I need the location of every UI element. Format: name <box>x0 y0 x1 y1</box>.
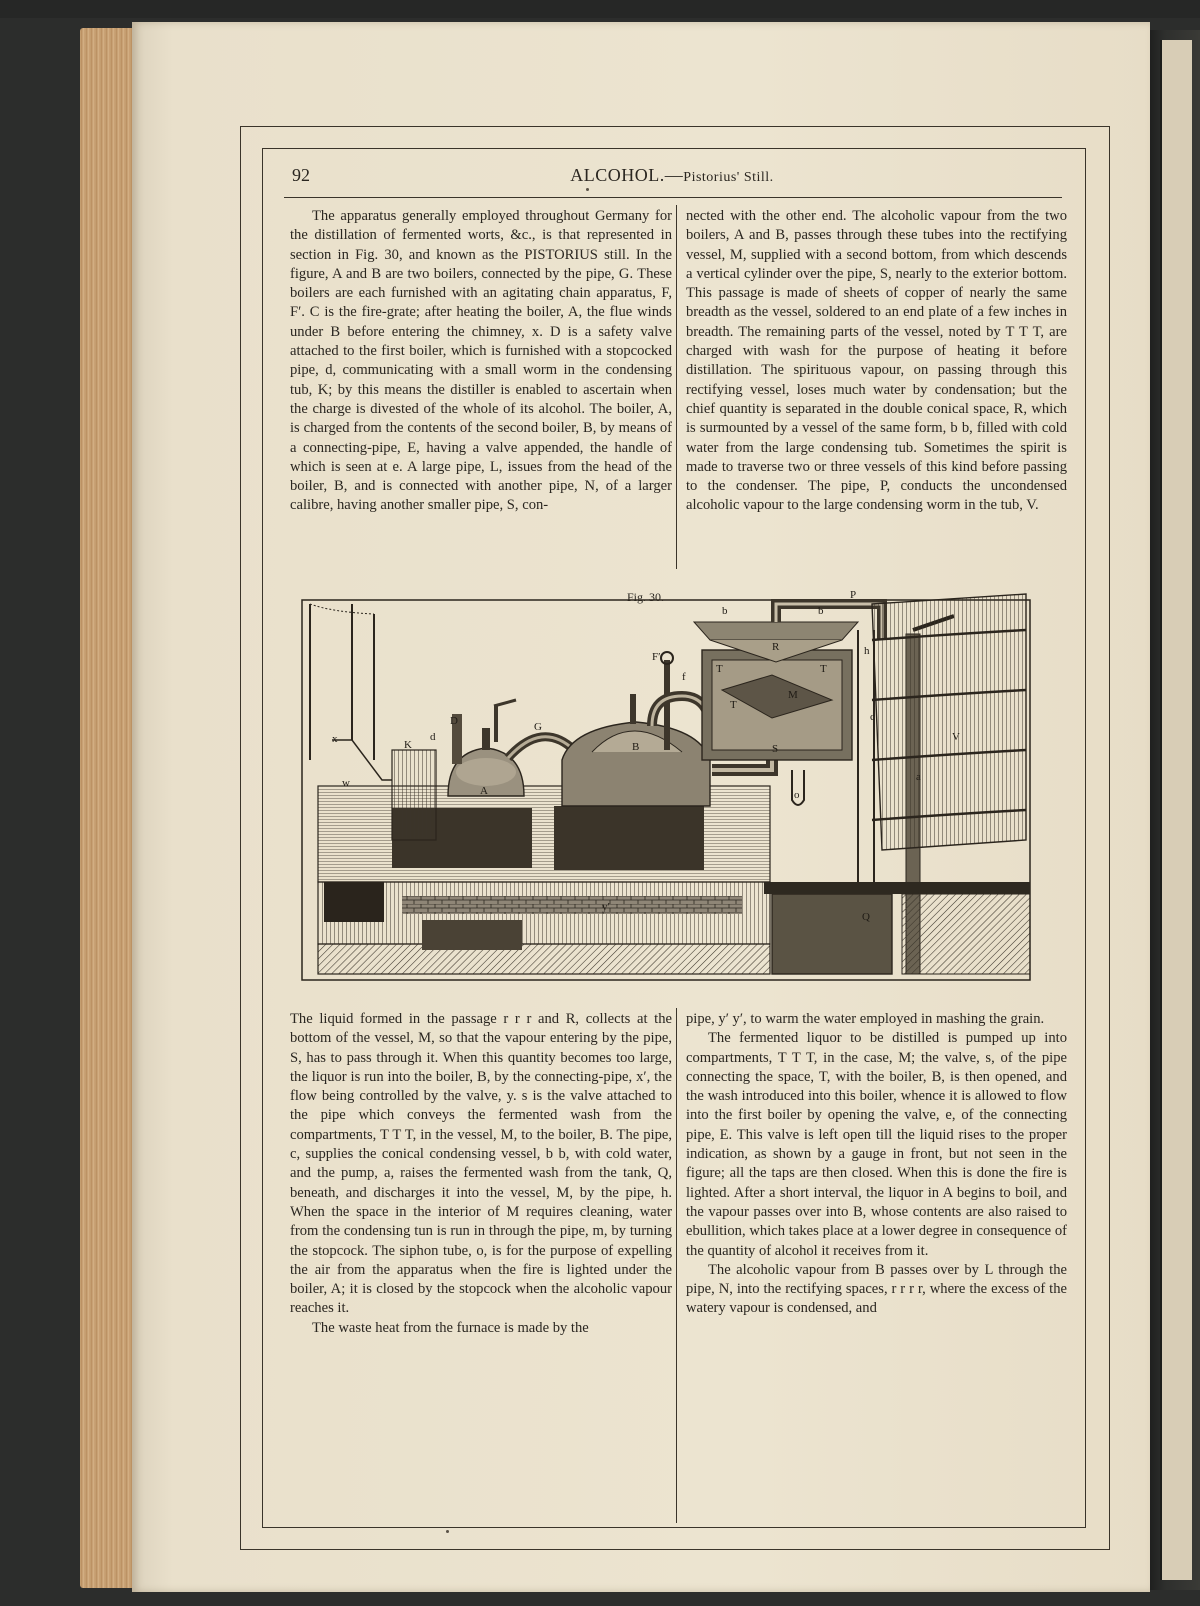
column-rule-bottom <box>676 1008 677 1523</box>
paragraph: nected with the other end. The alcoholic vapour from the two boilers, A and B, passes through these tubes into the rectifying vessel, M, supplied with a second bottom, from which descends a vertical cylinder over the pipe, S, nearly to the exterior bottom. This passage is made of sheets of copper of nearly the same breadth as the vessel, soldered to an end plate of a few inches in breadth. The remaining parts of the vessel, noted by T T T, are charged with wash for the purpose of heating it before distillation. The spirituous vapour, on passing through this rectifying vessel, loses much water by condensation; but the chief quantity is separated in the double conical space, R, which is surmounted by a vessel of the same form, b b, filled with cold water from the large condensing tub. Sometimes the spirit is made to traverse two or three vessels of this kind before passing to the condenser. The pipe, P, conducts the uncondensed alcoholic vapour to the large condensing worm in the tub, V. <box>686 208 1067 514</box>
column-bottom-right <box>686 1010 1067 1319</box>
label-T2: T <box>820 663 827 675</box>
label-P: P <box>850 589 857 601</box>
label-b1: b <box>722 605 728 617</box>
label-K: K <box>404 739 412 751</box>
title-sub: Pistorius' Still. <box>683 170 774 185</box>
page-title <box>286 165 1058 186</box>
label-B: B <box>632 741 640 753</box>
label-D: D <box>450 715 458 727</box>
label-G: G <box>534 721 542 733</box>
paragraph: The fermented liquor to be distilled is pumped up into compartments, T T T, in the case, M; the valve, s, of the pipe connecting the space, T, with the boiler, B, is then opened, and the wash introduced into this boiler, whence it is allowed to flow into the first boiler by opening the valve, e, of the connecting pipe, E. This valve is left open till the liquid rises to the proper indication, as shown by a gauge in front, but not seen in the figure; all the taps are then closed. When this is done the fire is lighted. After a short interval, the liquor in A begins to boil, and the vapour passes over into B, whose contents are also raised to ebullition, which takes place at a lower degree in consequence of the quantity of alcohol it receives from it. <box>686 1030 1067 1259</box>
facing-page-edge <box>1160 40 1192 1580</box>
label-h: h <box>864 645 870 657</box>
title-main: ALCOHOL.— <box>570 165 684 185</box>
label-b2: b <box>818 605 824 617</box>
column-top-left <box>290 207 672 516</box>
label-S: S <box>772 743 779 755</box>
label-M: M <box>788 689 798 701</box>
paragraph: The apparatus generally employed throughout Germany for the distillation of fermented worts, &c., is that represented in section in Fig. 30, and known as the PISTORIUS still. In the figure, A and B are two boilers, connected by the pipe, G. These boilers are each furnished with an agitating chain apparatus, F, F′. C is the fire-grate; after heating the boiler, A, the flue winds under B before entering the chimney, x. D is a safety valve attached to the first boiler, which is furnished with a stopcocked pipe, d, communicating with a small worm in the condensing tub, K; by this means the distiller is enabled to ascertain when the charge is divested of the whole of its alcohol. The boiler, A, is charged from the contents of the second boiler, B, by means of a connecting-pipe, E, having a valve appended, the handle of which is seen at e. A large pipe, L, issues from the head of the boiler, B, and is connected with another pipe, N, of a larger calibre, having another smaller pipe, S, con- <box>290 208 672 514</box>
paragraph: The waste heat from the furnace is made by the <box>312 1319 589 1336</box>
label-y: y′ <box>602 901 610 913</box>
label-a: a <box>916 771 921 783</box>
paragraph: The alcoholic vapour from B passes over by L through the pipe, N, into the rectifying spaces, r r r r, where the excess of the watery vapour is condensed, and <box>686 1261 1067 1317</box>
column-rule-top <box>676 205 677 569</box>
column-top-right <box>686 207 1067 516</box>
label-Q: Q <box>862 911 870 923</box>
header-rule <box>284 197 1062 198</box>
label-T1: T <box>716 663 723 675</box>
paragraph: The liquid formed in the passage r r r and R, collects at the bottom of the vessel, M, so that the vapour entering by the pipe, S, has to pass through it. When this quantity becomes too large, the liquor is run into the boiler, B, by the connecting-pipe, x′, the flow being controlled by the valve, y. s is the valve attached to the pipe which conveys the fermented wash from the compartments, T T T, in the vessel, M, to the boiler, B. The pipe, c, supplies the conical condensing vessel, b b, with cold water, and the pump, a, raises the fermented wash from the tank, Q, beneath, and discharges it into the vessel, M, by the pipe, h. When the space in the interior of M requires cleaning, water from the condensing tun is run in through the pipe, m, by turning the stopcock. The siphon tube, o, is for the purpose of expelling the air from the apparatus when the fire is lighted under the boiler, A; it is closed by the stopcock when the alcoholic vapour reaches it. <box>290 1011 672 1317</box>
label-R: R <box>772 641 780 653</box>
label-V: V <box>952 731 960 743</box>
label-T3: T <box>730 699 737 711</box>
label-w: w <box>342 777 350 789</box>
label-x: x <box>332 733 338 745</box>
cover-edge-top <box>0 0 1200 18</box>
label-f: f <box>682 671 686 683</box>
press-dot-bottom <box>446 1530 449 1533</box>
running-head <box>286 163 1058 191</box>
press-dot-top <box>586 188 589 191</box>
label-A: A <box>480 785 488 797</box>
column-bottom-left <box>290 1010 672 1338</box>
page-number: 92 <box>292 165 310 185</box>
label-o: o <box>794 789 800 801</box>
paragraph: pipe, y′ y′, to warm the water employed in mashing the grain. <box>686 1011 1045 1027</box>
figure-caption: Fig. 30. <box>627 590 665 604</box>
label-c: c <box>870 711 875 723</box>
label-F: F′ <box>652 651 661 663</box>
label-d: d <box>430 731 436 743</box>
